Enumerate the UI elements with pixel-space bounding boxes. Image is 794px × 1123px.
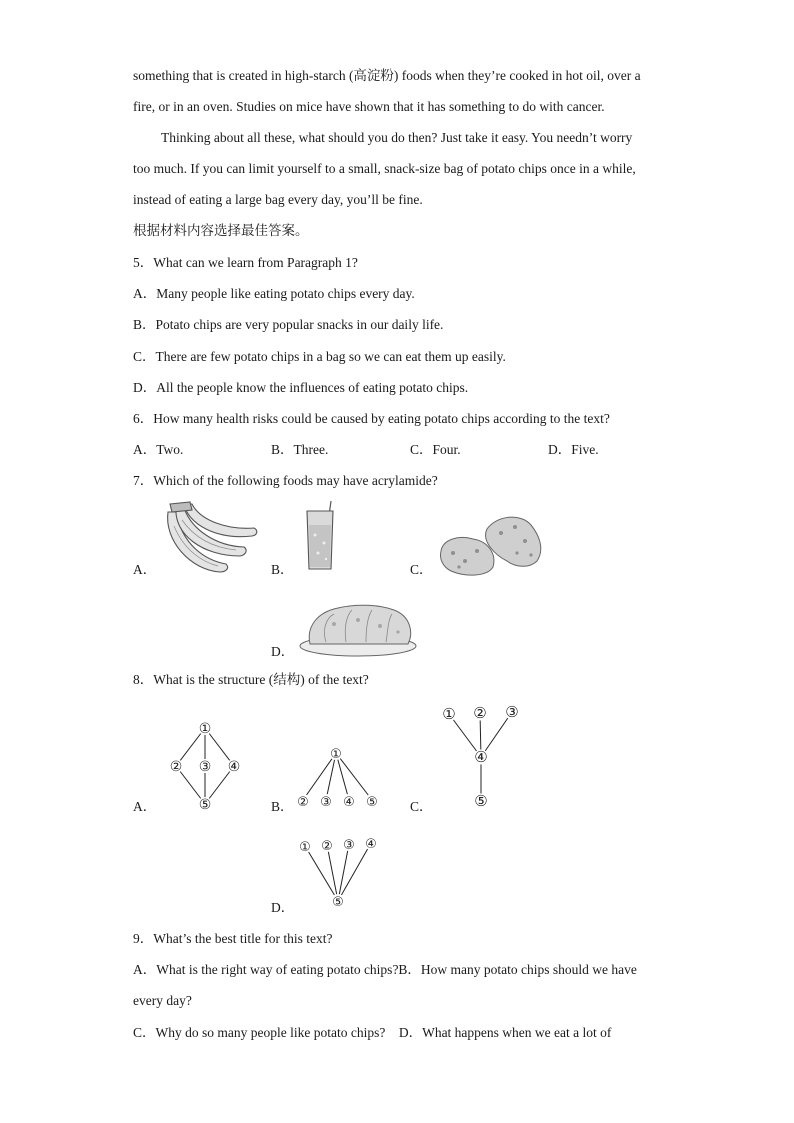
diagram-c-node-4: ④: [474, 748, 488, 766]
q9-options-cd: C．Why do so many people like potato chips? D．What happens when we eat a lot of: [133, 1025, 612, 1040]
diagram-a-node-2: ②: [169, 759, 183, 775]
q7-option-b: B．: [271, 562, 294, 577]
diagram-c-node-2: ②: [473, 704, 487, 722]
fried-chicken-picture: [437, 511, 549, 579]
q5-option-a: A．Many people like eating potato chips every day.: [133, 286, 415, 301]
diagram-a-node-3: ③: [198, 759, 212, 775]
q7-option-c: C．: [410, 562, 433, 577]
q9-stem: 9．What’s the best title for this text?: [133, 931, 333, 946]
q6-option-c: C．Four.: [410, 442, 461, 457]
q5-option-b: B．Potato chips are very popular snacks in our daily life.: [133, 317, 444, 332]
diagram-d-node-3: ③: [343, 838, 355, 853]
q6-option-b: B．Three.: [271, 442, 329, 457]
passage-line-2: fire, or in an oven. Studies on mice have shown that it has something to do with cancer.: [133, 99, 605, 114]
q8-option-b: B．: [271, 799, 294, 814]
diagram-b-node-3: ③: [320, 795, 332, 810]
q7-stem: 7．Which of the following foods may have acrylamide?: [133, 473, 438, 488]
q8-option-c: C．: [410, 799, 433, 814]
diagram-d-node-1: ①: [299, 840, 311, 855]
q9-options-ab: A．What is the right way of eating potato chips?B．How many potato chips should we have: [133, 962, 637, 977]
diagram-a-node-1: ①: [198, 721, 212, 737]
diagram-a-node-4: ④: [227, 759, 241, 775]
q6-option-a: A．Two.: [133, 442, 184, 457]
structure-diagram-b: [290, 742, 386, 812]
diagram-c-node-5: ⑤: [474, 792, 488, 810]
diagram-d-node-4: ④: [365, 837, 377, 852]
bananas-picture: [160, 500, 260, 575]
q5-option-d: D．All the people know the influences of eating potato chips.: [133, 380, 469, 395]
diagram-c-node-3: ③: [505, 703, 519, 721]
q5-stem: 5．What can we learn from Paragraph 1?: [133, 255, 358, 270]
passage-line-3: Thinking about all these, what should you do then? Just take it easy. You needn’t worry: [161, 130, 633, 145]
diagram-d-node-2: ②: [321, 839, 333, 854]
diagram-b-node-2: ②: [297, 795, 309, 810]
diagram-a-node-5: ⑤: [198, 797, 212, 813]
drink-glass-picture: [300, 499, 340, 573]
q8-option-d: D．: [271, 900, 295, 915]
diagram-b-node-4: ④: [343, 795, 355, 810]
q5-option-c: C．There are few potato chips in a bag so we can eat them up easily.: [133, 349, 506, 364]
passage-line-4: too much. If you can limit yourself to a small, snack-size bag of potato chips once in a while,: [133, 161, 636, 176]
q7-option-a: A．: [133, 562, 157, 577]
diagram-b-node-1: ①: [330, 747, 342, 762]
q7-option-d: D．: [271, 644, 295, 659]
baked-food-plate-picture: [298, 596, 420, 660]
q9-options-ab-continued: every day?: [133, 993, 192, 1008]
diagram-d-node-5: ⑤: [332, 895, 344, 910]
diagram-b-node-5: ⑤: [366, 795, 378, 810]
instruction: 根据材料内容选择最佳答案。: [133, 223, 309, 238]
diagram-c-node-1: ①: [442, 705, 456, 723]
structure-diagram-d: [292, 833, 382, 913]
q6-option-d: D．Five.: [548, 442, 599, 457]
q6-stem: 6．How many health risks could be caused by eating potato chips according to the text?: [133, 411, 610, 426]
structure-diagram-c: [436, 703, 526, 813]
structure-diagram-a: [165, 718, 245, 814]
passage-line-5: instead of eating a large bag every day, you’ll be fine.: [133, 192, 423, 207]
q8-stem: 8．What is the structure (结构) of the text?: [133, 672, 369, 687]
q8-option-a: A．: [133, 799, 157, 814]
passage-line-1: something that is created in high-starch (高淀粉) foods when they’re cooked in hot oil, over a: [133, 68, 641, 83]
